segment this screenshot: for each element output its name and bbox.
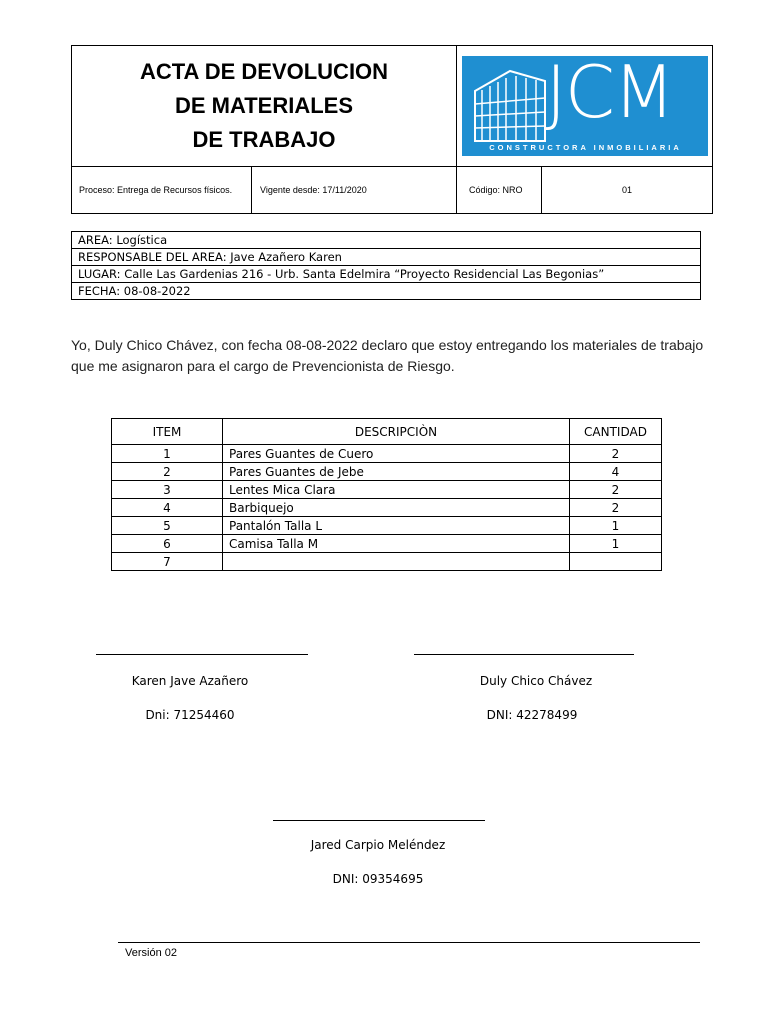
process-text: Proceso: Entrega de Recursos físicos. [79,185,233,195]
responsible-field: RESPONSABLE DEL AREA: Jave Azañero Karen [72,249,701,266]
right-signer-name: Duly Chico Chávez [479,674,593,688]
info-table [71,231,701,300]
qty-cell: 2 [570,499,662,517]
qty-cell: 1 [570,517,662,535]
footer-rule [118,942,700,943]
description-cell: Pares Guantes de Jebe [223,463,570,481]
item-cell: 1 [112,445,223,463]
description-cell: Barbiquejo [223,499,570,517]
document-title [72,55,456,157]
item-cell: 6 [112,535,223,553]
code-value: 01 [621,185,632,195]
left-signer-name: Karen Jave Azañero [131,674,249,688]
table-row [112,445,662,463]
item-cell: 3 [112,481,223,499]
table-row [112,481,662,499]
item-cell: 7 [112,553,223,571]
valid-from-cell [252,167,457,214]
item-cell: 4 [112,499,223,517]
qty-cell: 4 [570,463,662,481]
statement-line: Yo, Duly Chico Chávez, con fecha 08-08-2022 declaro que estoy entregando los materiales de trabajo [71,337,704,353]
building-icon [470,66,550,146]
code-cell [457,167,542,214]
date-field: FECHA: 08-08-2022 [72,283,701,300]
version-label: Versión 02 [125,947,177,959]
table-row [112,463,662,481]
document-header [71,45,713,214]
item-cell: 5 [112,517,223,535]
qty-cell: 2 [570,481,662,499]
statement-line: que me asignaron para el cargo de Prevencionista de Riesgo. [71,358,455,374]
area-field: AREA: Logística [72,232,701,249]
description-cell: Camisa Talla M [223,535,570,553]
table-row [112,517,662,535]
signature-line-center [273,820,485,821]
valid-from-text: Vigente desde: 17/11/2020 [260,185,367,195]
description-cell: Lentes Mica Clara [223,481,570,499]
table-row [112,535,662,553]
center-signer-name: Jared Carpio Meléndez [310,838,446,852]
title-line-3: DE TRABAJO [192,127,336,152]
statement-paragraph [71,335,711,377]
company-logo [462,56,708,156]
code-label: Código: NRO [469,185,523,195]
process-cell [72,167,252,214]
title-cell [72,46,457,167]
right-signer-dni: DNI: 42278499 [486,708,578,722]
logo-subtext: CONSTRUCTORA INMOBILIARIA [489,143,682,152]
column-header: DESCRIPCIÒN [223,419,570,445]
qty-cell: 1 [570,535,662,553]
signature-line-right [414,654,634,655]
table-row [112,499,662,517]
description-cell: Pantalón Talla L [223,517,570,535]
logo-text: JCM [545,56,674,134]
qty-cell [570,553,662,571]
qty-cell: 2 [570,445,662,463]
signature-line-left [96,654,308,655]
description-cell: Pares Guantes de Cuero [223,445,570,463]
description-cell [223,553,570,571]
item-cell: 2 [112,463,223,481]
table-row [112,553,662,571]
items-table [111,418,662,571]
column-header: ITEM [112,419,223,445]
code-value-cell [542,167,713,214]
title-line-1: ACTA DE DEVOLUCION [139,59,389,84]
place-field: LUGAR: Calle Las Gardenias 216 - Urb. Santa Edelmira “Proyecto Residencial Las Begonias” [72,266,701,283]
column-header: CANTIDAD [570,419,662,445]
title-line-2: DE MATERIALES [174,93,354,118]
left-signer-dni: Dni: 71254460 [145,708,235,722]
center-signer-dni: DNI: 09354695 [332,872,424,886]
logo-cell [457,46,713,167]
